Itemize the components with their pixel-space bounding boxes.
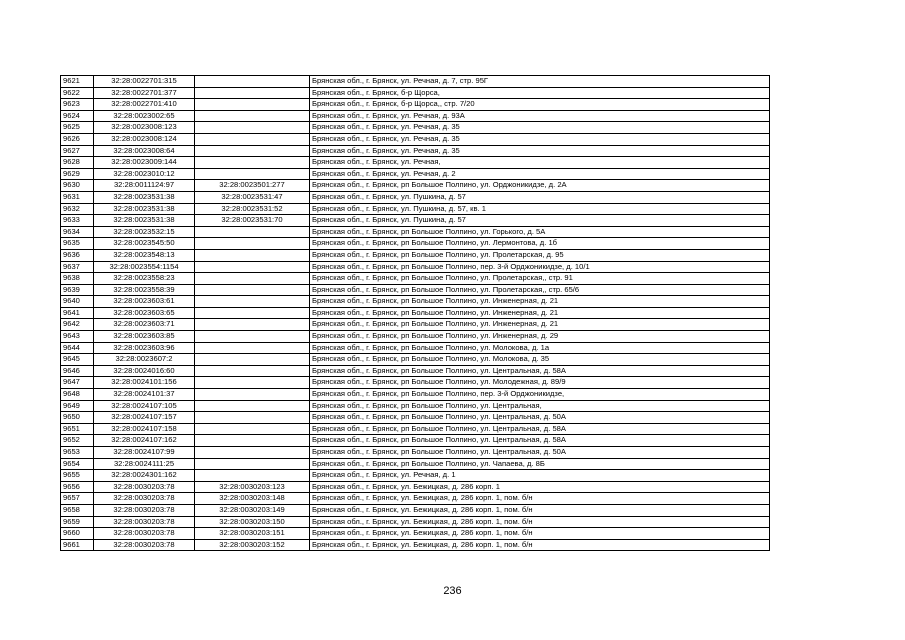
table-row bbox=[61, 261, 770, 273]
address-cell: Брянская обл., г. Брянск, рп Большое Полпино, ул. Инженерная, д. 21 bbox=[310, 319, 770, 331]
related-cadastral-number-cell: 32:28:0023531:52 bbox=[195, 203, 310, 215]
cadastral-number-cell: 32:28:0030203:78 bbox=[94, 481, 195, 493]
row-number-cell: 9647 bbox=[61, 377, 94, 389]
address-cell: Брянская обл., г. Брянск, ул. Пушкина, д. 57, кв. 1 bbox=[310, 203, 770, 215]
related-cadastral-number-cell: 32:28:0023531:47 bbox=[195, 191, 310, 203]
address-cell: Брянская обл., г. Брянск, рп Большое Полпино, ул. Центральная, д. 58А bbox=[310, 423, 770, 435]
cadastral-number-cell: 32:28:0023002:65 bbox=[94, 110, 195, 122]
cadastral-number-cell: 32:28:0023603:65 bbox=[94, 307, 195, 319]
registry-table bbox=[60, 75, 770, 551]
cadastral-number-cell: 32:28:0023531:38 bbox=[94, 215, 195, 227]
address-cell: Брянская обл., г. Брянск, рп Большое Полпино, ул. Молокова, д. 35 bbox=[310, 354, 770, 366]
related-cadastral-number-cell: 32:28:0030203:151 bbox=[195, 528, 310, 540]
row-number-cell: 9635 bbox=[61, 238, 94, 250]
page-number: 236 bbox=[443, 585, 462, 597]
cadastral-number-cell: 32:28:0024107:158 bbox=[94, 423, 195, 435]
row-number-cell: 9654 bbox=[61, 458, 94, 470]
cadastral-number-cell: 32:28:0030203:78 bbox=[94, 539, 195, 551]
table-row bbox=[61, 87, 770, 99]
related-cadastral-number-cell: 32:28:0030203:148 bbox=[195, 493, 310, 505]
address-cell: Брянская обл., г. Брянск, ул. Бежицкая, д. 286 корп. 1 bbox=[310, 481, 770, 493]
table-row bbox=[61, 203, 770, 215]
row-number-cell: 9637 bbox=[61, 261, 94, 273]
address-cell: Брянская обл., г. Брянск, ул. Пушкина, д. 57 bbox=[310, 215, 770, 227]
row-number-cell: 9639 bbox=[61, 284, 94, 296]
cadastral-number-cell: 32:28:0023545:50 bbox=[94, 238, 195, 250]
address-cell: Брянская обл., г. Брянск, ул. Речная, д. 93А bbox=[310, 110, 770, 122]
related-cadastral-number-cell bbox=[195, 377, 310, 389]
row-number-cell: 9626 bbox=[61, 133, 94, 145]
related-cadastral-number-cell bbox=[195, 365, 310, 377]
cadastral-number-cell: 32:28:0023603:71 bbox=[94, 319, 195, 331]
related-cadastral-number-cell bbox=[195, 389, 310, 401]
row-number-cell: 9652 bbox=[61, 435, 94, 447]
cadastral-number-cell: 32:28:0023008:124 bbox=[94, 133, 195, 145]
related-cadastral-number-cell: 32:28:0030203:123 bbox=[195, 481, 310, 493]
table-row bbox=[61, 516, 770, 528]
related-cadastral-number-cell: 32:28:0030203:149 bbox=[195, 504, 310, 516]
row-number-cell: 9656 bbox=[61, 481, 94, 493]
address-cell: Брянская обл., г. Брянск, рп Большое Полпино, ул. Центральная, д. 50А bbox=[310, 412, 770, 424]
related-cadastral-number-cell bbox=[195, 133, 310, 145]
table-row bbox=[61, 99, 770, 111]
table-row bbox=[61, 226, 770, 238]
address-cell: Брянская обл., г. Брянск, рп Большое Полпино, ул. Пролетарская, д. 95 bbox=[310, 249, 770, 261]
table-row bbox=[61, 168, 770, 180]
table-row bbox=[61, 481, 770, 493]
related-cadastral-number-cell bbox=[195, 435, 310, 447]
cadastral-number-cell: 32:28:0024111:25 bbox=[94, 458, 195, 470]
cadastral-number-cell: 32:28:0024301:162 bbox=[94, 470, 195, 482]
address-cell: Брянская обл., г. Брянск, рп Большое Полпино, ул. Инженерная, д. 21 bbox=[310, 296, 770, 308]
related-cadastral-number-cell bbox=[195, 296, 310, 308]
address-cell: Брянская обл., г. Брянск, ул. Речная, bbox=[310, 157, 770, 169]
related-cadastral-number-cell bbox=[195, 354, 310, 366]
cadastral-number-cell: 32:28:0024101:37 bbox=[94, 389, 195, 401]
related-cadastral-number-cell bbox=[195, 261, 310, 273]
address-cell: Брянская обл., г. Брянск, ул. Бежицкая, д. 286 корп. 1, пом. б/н bbox=[310, 528, 770, 540]
cadastral-number-cell: 32:28:0024107:157 bbox=[94, 412, 195, 424]
cadastral-number-cell: 32:28:0023008:64 bbox=[94, 145, 195, 157]
row-number-cell: 9644 bbox=[61, 342, 94, 354]
address-cell: Брянская обл., г. Брянск, ул. Речная, д. 7, стр. 95Г bbox=[310, 76, 770, 88]
address-cell: Брянская обл., г. Брянск, рп Большое Полпино, ул. Центральная, д. 50А bbox=[310, 447, 770, 459]
cadastral-number-cell: 32:28:0030203:78 bbox=[94, 493, 195, 505]
row-number-cell: 9646 bbox=[61, 365, 94, 377]
row-number-cell: 9636 bbox=[61, 249, 94, 261]
table-row bbox=[61, 331, 770, 343]
table-row bbox=[61, 423, 770, 435]
table-row bbox=[61, 307, 770, 319]
row-number-cell: 9650 bbox=[61, 412, 94, 424]
table-row bbox=[61, 447, 770, 459]
address-cell: Брянская обл., г. Брянск, ул. Речная, д. 2 bbox=[310, 168, 770, 180]
related-cadastral-number-cell bbox=[195, 76, 310, 88]
row-number-cell: 9625 bbox=[61, 122, 94, 134]
table-row bbox=[61, 400, 770, 412]
table-row bbox=[61, 76, 770, 88]
related-cadastral-number-cell bbox=[195, 145, 310, 157]
address-cell: Брянская обл., г. Брянск, рп Большое Полпино, ул. Молодежная, д. 89/9 bbox=[310, 377, 770, 389]
cadastral-number-cell: 32:28:0011124:97 bbox=[94, 180, 195, 192]
table-row bbox=[61, 284, 770, 296]
table-row bbox=[61, 365, 770, 377]
cadastral-number-cell: 32:28:0024107:105 bbox=[94, 400, 195, 412]
cadastral-number-cell: 32:28:0023010:12 bbox=[94, 168, 195, 180]
address-cell: Брянская обл., г. Брянск, ул. Речная, д. 1 bbox=[310, 470, 770, 482]
cadastral-number-cell: 32:28:0023558:39 bbox=[94, 284, 195, 296]
table-row bbox=[61, 377, 770, 389]
row-number-cell: 9634 bbox=[61, 226, 94, 238]
table-row bbox=[61, 470, 770, 482]
row-number-cell: 9655 bbox=[61, 470, 94, 482]
table-row bbox=[61, 528, 770, 540]
address-cell: Брянская обл., г. Брянск, б-р Щорса,, стр. 7/20 bbox=[310, 99, 770, 111]
address-cell: Брянская обл., г. Брянск, рп Большое Полпино, ул. Орджоникидзе, д. 2А bbox=[310, 180, 770, 192]
related-cadastral-number-cell bbox=[195, 157, 310, 169]
table-row bbox=[61, 273, 770, 285]
cadastral-number-cell: 32:28:0024016:60 bbox=[94, 365, 195, 377]
cadastral-number-cell: 32:28:0024107:99 bbox=[94, 447, 195, 459]
table-row bbox=[61, 215, 770, 227]
related-cadastral-number-cell bbox=[195, 87, 310, 99]
table-row bbox=[61, 180, 770, 192]
cadastral-number-cell: 32:28:0023554:1154 bbox=[94, 261, 195, 273]
address-cell: Брянская обл., г. Брянск, рп Большое Полпино, ул. Центральная, bbox=[310, 400, 770, 412]
cadastral-number-cell: 32:28:0023531:38 bbox=[94, 191, 195, 203]
related-cadastral-number-cell: 32:28:0030203:152 bbox=[195, 539, 310, 551]
row-number-cell: 9623 bbox=[61, 99, 94, 111]
address-cell: Брянская обл., г. Брянск, рп Большое Полпино, ул. Чапаева, д. 8Б bbox=[310, 458, 770, 470]
address-cell: Брянская обл., г. Брянск, рп Большое Полпино, пер. 3-й Орджоникидзе, д. 10/1 bbox=[310, 261, 770, 273]
address-cell: Брянская обл., г. Брянск, ул. Речная, д. 35 bbox=[310, 145, 770, 157]
row-number-cell: 9649 bbox=[61, 400, 94, 412]
address-cell: Брянская обл., г. Брянск, ул. Бежицкая, д. 286 корп. 1, пом. б/н bbox=[310, 539, 770, 551]
address-cell: Брянская обл., г. Брянск, рп Большое Полпино, ул. Горького, д. 5А bbox=[310, 226, 770, 238]
related-cadastral-number-cell: 32:28:0030203:150 bbox=[195, 516, 310, 528]
row-number-cell: 9633 bbox=[61, 215, 94, 227]
row-number-cell: 9622 bbox=[61, 87, 94, 99]
cadastral-number-cell: 32:28:0030203:78 bbox=[94, 528, 195, 540]
row-number-cell: 9630 bbox=[61, 180, 94, 192]
related-cadastral-number-cell: 32:28:0023501:277 bbox=[195, 180, 310, 192]
registry-table-body bbox=[61, 76, 770, 551]
table-row bbox=[61, 493, 770, 505]
related-cadastral-number-cell bbox=[195, 342, 310, 354]
row-number-cell: 9645 bbox=[61, 354, 94, 366]
related-cadastral-number-cell bbox=[195, 400, 310, 412]
table-row bbox=[61, 122, 770, 134]
row-number-cell: 9660 bbox=[61, 528, 94, 540]
row-number-cell: 9643 bbox=[61, 331, 94, 343]
table-row bbox=[61, 458, 770, 470]
table-row bbox=[61, 249, 770, 261]
address-cell: Брянская обл., г. Брянск, ул. Речная, д. 35 bbox=[310, 122, 770, 134]
address-cell: Брянская обл., г. Брянск, рп Большое Полпино, ул. Молокова, д. 1а bbox=[310, 342, 770, 354]
address-cell: Брянская обл., г. Брянск, рп Большое Полпино, ул. Лермонтова, д. 1б bbox=[310, 238, 770, 250]
row-number-cell: 9628 bbox=[61, 157, 94, 169]
row-number-cell: 9642 bbox=[61, 319, 94, 331]
address-cell: Брянская обл., г. Брянск, ул. Бежицкая, д. 286 корп. 1, пом. б/н bbox=[310, 516, 770, 528]
related-cadastral-number-cell bbox=[195, 273, 310, 285]
row-number-cell: 9659 bbox=[61, 516, 94, 528]
cadastral-number-cell: 32:28:0022701:315 bbox=[94, 76, 195, 88]
row-number-cell: 9624 bbox=[61, 110, 94, 122]
table-row bbox=[61, 110, 770, 122]
row-number-cell: 9657 bbox=[61, 493, 94, 505]
address-cell: Брянская обл., г. Брянск, ул. Пушкина, д. 57 bbox=[310, 191, 770, 203]
table-row bbox=[61, 133, 770, 145]
row-number-cell: 9629 bbox=[61, 168, 94, 180]
table-row bbox=[61, 342, 770, 354]
cadastral-number-cell: 32:28:0023532:15 bbox=[94, 226, 195, 238]
related-cadastral-number-cell bbox=[195, 122, 310, 134]
related-cadastral-number-cell bbox=[195, 168, 310, 180]
address-cell: Брянская обл., г. Брянск, рп Большое Полпино, ул. Центральная, д. 58А bbox=[310, 365, 770, 377]
related-cadastral-number-cell bbox=[195, 249, 310, 261]
related-cadastral-number-cell bbox=[195, 238, 310, 250]
cadastral-number-cell: 32:28:0023607:2 bbox=[94, 354, 195, 366]
row-number-cell: 9627 bbox=[61, 145, 94, 157]
address-cell: Брянская обл., г. Брянск, ул. Речная, д. 35 bbox=[310, 133, 770, 145]
related-cadastral-number-cell bbox=[195, 447, 310, 459]
row-number-cell: 9621 bbox=[61, 76, 94, 88]
row-number-cell: 9632 bbox=[61, 203, 94, 215]
address-cell: Брянская обл., г. Брянск, рп Большое Полпино, пер. 3-й Орджоникидзе, bbox=[310, 389, 770, 401]
table-row bbox=[61, 191, 770, 203]
address-cell: Брянская обл., г. Брянск, ул. Бежицкая, д. 286 корп. 1, пом. б/н bbox=[310, 493, 770, 505]
cadastral-number-cell: 32:28:0023603:61 bbox=[94, 296, 195, 308]
related-cadastral-number-cell bbox=[195, 423, 310, 435]
row-number-cell: 9651 bbox=[61, 423, 94, 435]
cadastral-number-cell: 32:28:0023008:123 bbox=[94, 122, 195, 134]
row-number-cell: 9653 bbox=[61, 447, 94, 459]
table-row bbox=[61, 157, 770, 169]
row-number-cell: 9648 bbox=[61, 389, 94, 401]
cadastral-number-cell: 32:28:0023548:13 bbox=[94, 249, 195, 261]
related-cadastral-number-cell bbox=[195, 470, 310, 482]
related-cadastral-number-cell bbox=[195, 110, 310, 122]
cadastral-number-cell: 32:28:0022701:410 bbox=[94, 99, 195, 111]
address-cell: Брянская обл., г. Брянск, ул. Бежицкая, д. 286 корп. 1, пом. б/н bbox=[310, 504, 770, 516]
cadastral-number-cell: 32:28:0030203:78 bbox=[94, 516, 195, 528]
related-cadastral-number-cell bbox=[195, 319, 310, 331]
row-number-cell: 9640 bbox=[61, 296, 94, 308]
table-row bbox=[61, 504, 770, 516]
address-cell: Брянская обл., г. Брянск, рп Большое Полпино, ул. Пролетарская,, стр. 65/6 bbox=[310, 284, 770, 296]
row-number-cell: 9658 bbox=[61, 504, 94, 516]
related-cadastral-number-cell bbox=[195, 331, 310, 343]
cadastral-number-cell: 32:28:0030203:78 bbox=[94, 504, 195, 516]
address-cell: Брянская обл., г. Брянск, рп Большое Полпино, ул. Инженерная, д. 29 bbox=[310, 331, 770, 343]
address-cell: Брянская обл., г. Брянск, рп Большое Полпино, ул. Инженерная, д. 21 bbox=[310, 307, 770, 319]
cadastral-number-cell: 32:28:0023009:144 bbox=[94, 157, 195, 169]
table-row bbox=[61, 389, 770, 401]
row-number-cell: 9661 bbox=[61, 539, 94, 551]
cadastral-number-cell: 32:28:0023603:96 bbox=[94, 342, 195, 354]
row-number-cell: 9631 bbox=[61, 191, 94, 203]
cadastral-number-cell: 32:28:0023603:85 bbox=[94, 331, 195, 343]
table-row bbox=[61, 435, 770, 447]
table-row bbox=[61, 539, 770, 551]
table-row bbox=[61, 319, 770, 331]
table-row bbox=[61, 412, 770, 424]
related-cadastral-number-cell: 32:28:0023531:70 bbox=[195, 215, 310, 227]
table-row bbox=[61, 145, 770, 157]
table-row bbox=[61, 238, 770, 250]
related-cadastral-number-cell bbox=[195, 226, 310, 238]
related-cadastral-number-cell bbox=[195, 412, 310, 424]
related-cadastral-number-cell bbox=[195, 307, 310, 319]
cadastral-number-cell: 32:28:0024107:162 bbox=[94, 435, 195, 447]
related-cadastral-number-cell bbox=[195, 99, 310, 111]
address-cell: Брянская обл., г. Брянск, рп Большое Полпино, ул. Центральная, д. 58А bbox=[310, 435, 770, 447]
cadastral-number-cell: 32:28:0023531:38 bbox=[94, 203, 195, 215]
cadastral-number-cell: 32:28:0023558:23 bbox=[94, 273, 195, 285]
row-number-cell: 9638 bbox=[61, 273, 94, 285]
row-number-cell: 9641 bbox=[61, 307, 94, 319]
related-cadastral-number-cell bbox=[195, 284, 310, 296]
cadastral-number-cell: 32:28:0022701:377 bbox=[94, 87, 195, 99]
address-cell: Брянская обл., г. Брянск, рп Большое Полпино, ул. Пролетарская,, стр. 91 bbox=[310, 273, 770, 285]
address-cell: Брянская обл., г. Брянск, б-р Щорса, bbox=[310, 87, 770, 99]
table-row bbox=[61, 296, 770, 308]
table-row bbox=[61, 354, 770, 366]
cadastral-number-cell: 32:28:0024101:156 bbox=[94, 377, 195, 389]
related-cadastral-number-cell bbox=[195, 458, 310, 470]
